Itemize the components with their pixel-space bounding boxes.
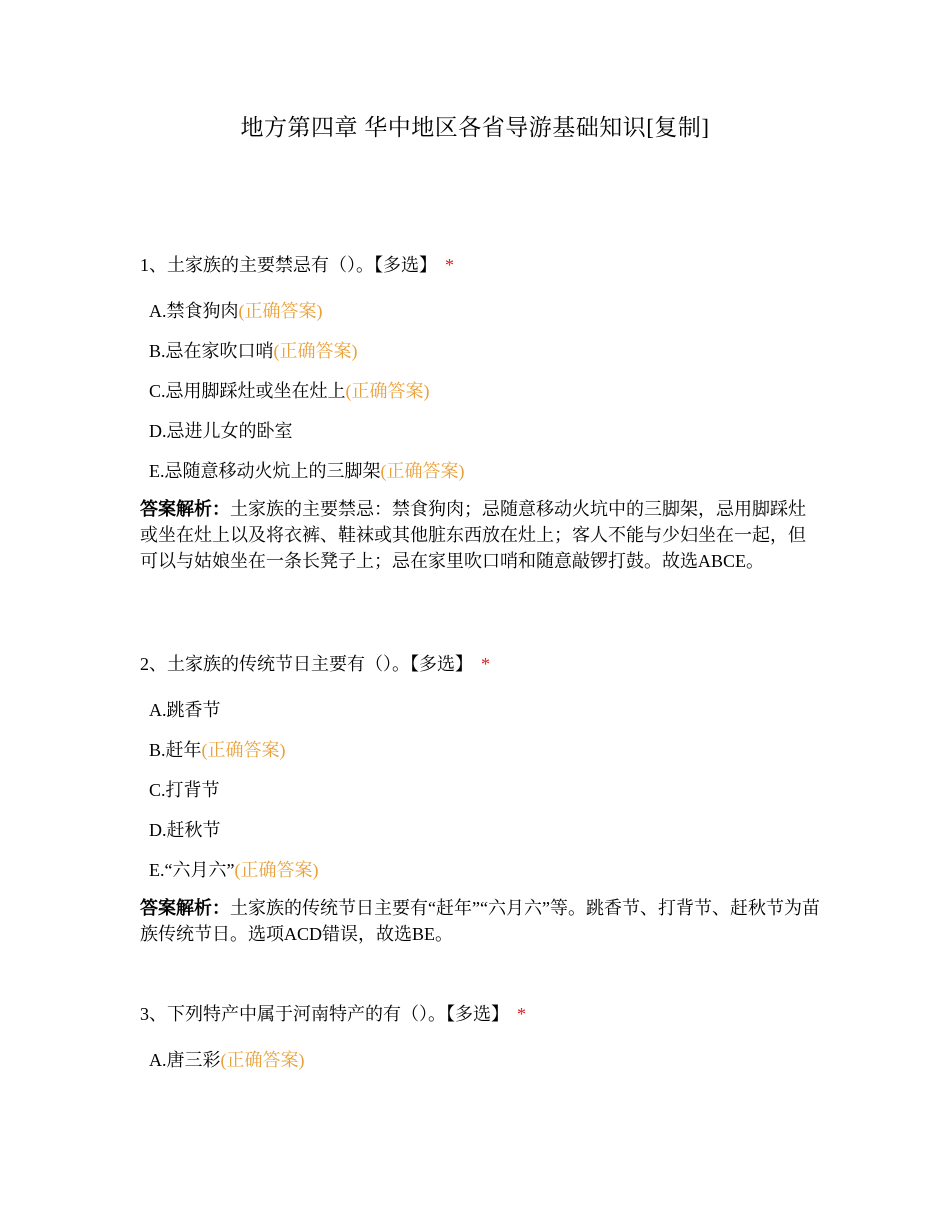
question-stem-text: 2、土家族的传统节日主要有（）。【多选】	[140, 654, 473, 674]
option-b	[149, 737, 820, 763]
option-e	[149, 458, 820, 484]
option-text: D.赶秋节	[149, 820, 221, 840]
correct-answer-tag: (正确答案)	[238, 301, 323, 321]
option-text: A.唐三彩	[149, 1050, 221, 1070]
option-text: C.忌用脚踩灶或坐在灶上	[149, 381, 346, 401]
question-1	[140, 252, 820, 574]
correct-answer-tag: (正确答案)	[201, 740, 286, 760]
required-mark: *	[445, 255, 454, 275]
question-2	[140, 651, 820, 947]
option-list	[140, 298, 820, 484]
analysis-text: 土家族的主要禁忌：禁食狗肉；忌随意移动火坑中的三脚架，忌用脚踩灶或坐在灶上以及将衣裤、鞋袜或其他脏东西放在灶上；客人不能与少妇坐在一起，但可以与姑娘坐在一条长凳子上；忌在家里吹口哨和随意敲锣打鼓。故选ABCE。	[140, 499, 806, 571]
answer-analysis	[140, 895, 820, 947]
required-mark: *	[517, 1004, 526, 1024]
option-text: D.忌进儿女的卧室	[149, 421, 293, 441]
correct-answer-tag: (正确答案)	[234, 860, 319, 880]
question-stem	[140, 1001, 820, 1027]
question-stem-text: 3、下列特产中属于河南特产的有（）。【多选】	[140, 1004, 509, 1024]
option-a	[149, 697, 820, 723]
correct-answer-tag: (正确答案)	[345, 381, 430, 401]
option-text: B.忌在家吹口哨	[149, 341, 274, 361]
option-c	[149, 378, 820, 404]
option-text: A.禁食狗肉	[149, 301, 239, 321]
analysis-text: 土家族的传统节日主要有“赶年”“六月六”等。跳香节、打背节、赶秋节为苗族传统节日。选项ACD错误，故选BE。	[140, 898, 820, 944]
page-title: 地方第四章 华中地区各省导游基础知识[复制]	[240, 115, 710, 140]
question-stem-text: 1、土家族的主要禁忌有（）。【多选】	[140, 255, 437, 275]
option-text: B.赶年	[149, 740, 202, 760]
question-stem	[140, 651, 820, 677]
option-text: E.“六月六”	[149, 860, 235, 880]
option-c	[149, 777, 820, 803]
analysis-label: 答案解析：	[140, 499, 230, 519]
analysis-label: 答案解析：	[140, 898, 230, 918]
option-text: C.打背节	[149, 780, 220, 800]
answer-analysis	[140, 496, 820, 574]
option-text: E.忌随意移动火炕上的三脚架	[149, 461, 381, 481]
option-e	[149, 857, 820, 883]
correct-answer-tag: (正确答案)	[220, 1050, 305, 1070]
option-d	[149, 418, 820, 444]
option-list	[140, 1047, 820, 1073]
option-d	[149, 817, 820, 843]
option-a	[149, 1047, 820, 1073]
required-mark: *	[481, 654, 490, 674]
option-text: A.跳香节	[149, 700, 221, 720]
option-list	[140, 697, 820, 883]
correct-answer-tag: (正确答案)	[380, 461, 465, 481]
option-a	[149, 298, 820, 324]
question-3	[140, 1001, 820, 1087]
question-stem	[140, 252, 820, 278]
correct-answer-tag: (正确答案)	[273, 341, 358, 361]
option-b	[149, 338, 820, 364]
